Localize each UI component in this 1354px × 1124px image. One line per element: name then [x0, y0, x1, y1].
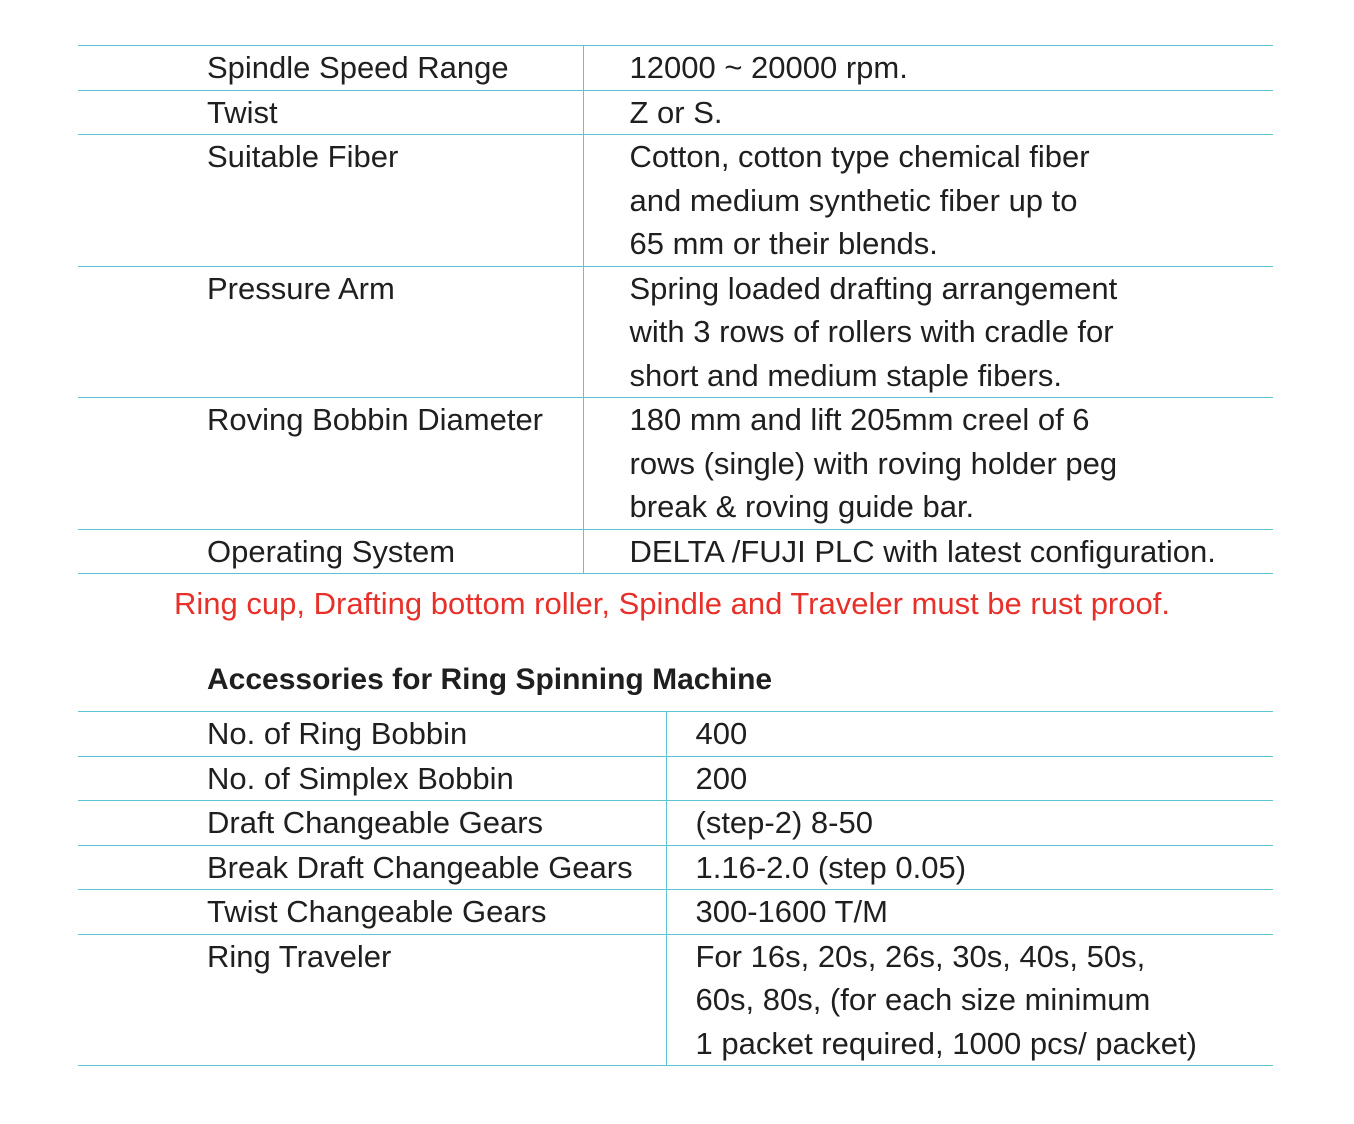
- accessory-label: Draft Changeable Gears: [78, 801, 666, 846]
- spec-value: Cotton, cotton type chemical fiber and medium synthetic fiber up to 65 mm or their blends.: [583, 135, 1273, 267]
- table-row: [78, 266, 1273, 398]
- table-row: [78, 934, 1273, 1066]
- accessory-label: Ring Traveler: [78, 934, 666, 1066]
- spec-label: Roving Bobbin Diameter: [78, 398, 583, 530]
- table-row: [78, 398, 1273, 530]
- spec-label: Pressure Arm: [78, 266, 583, 398]
- spec-value: Spring loaded drafting arrangement with 3 rows of rollers with cradle for short and medium staple fibers.: [583, 266, 1273, 398]
- table-row: [78, 890, 1273, 935]
- table-row: [78, 46, 1273, 91]
- accessory-label: Twist Changeable Gears: [78, 890, 666, 935]
- accessory-label: Break Draft Changeable Gears: [78, 845, 666, 890]
- spec-label: Twist: [78, 90, 583, 135]
- accessory-value: 300-1600 T/M: [666, 890, 1273, 935]
- accessory-value: For 16s, 20s, 26s, 30s, 40s, 50s, 60s, 80s, (for each size minimum 1 packet required, 1000 pcs/ packet): [666, 934, 1273, 1066]
- spec-label: Spindle Speed Range: [78, 46, 583, 91]
- spec-value: Z or S.: [583, 90, 1273, 135]
- spec-value: DELTA /FUJI PLC with latest configuration.: [583, 529, 1273, 574]
- main-spec-table: [78, 45, 1273, 574]
- spec-value: 12000 ~ 20000 rpm.: [583, 46, 1273, 91]
- accessory-value: 1.16-2.0 (step 0.05): [666, 845, 1273, 890]
- table-row: [78, 845, 1273, 890]
- spec-label: Suitable Fiber: [78, 135, 583, 267]
- spec-value: 180 mm and lift 205mm creel of 6 rows (single) with roving holder peg break & roving guide bar.: [583, 398, 1273, 530]
- accessory-value: 200: [666, 756, 1273, 801]
- rust-proof-warning: Ring cup, Drafting bottom roller, Spindle and Traveler must be rust proof.: [174, 586, 1170, 621]
- table-row: [78, 529, 1273, 574]
- accessory-label: No. of Ring Bobbin: [78, 712, 666, 757]
- accessories-table: [78, 711, 1273, 1066]
- table-row: [78, 135, 1273, 267]
- spec-label: Operating System: [78, 529, 583, 574]
- accessories-heading: Accessories for Ring Spinning Machine: [207, 663, 773, 696]
- table-row: [78, 801, 1273, 846]
- accessory-value: (step-2) 8-50: [666, 801, 1273, 846]
- accessory-label: No. of Simplex Bobbin: [78, 756, 666, 801]
- table-row: [78, 756, 1273, 801]
- accessory-value: 400: [666, 712, 1273, 757]
- table-row: [78, 90, 1273, 135]
- table-row: [78, 712, 1273, 757]
